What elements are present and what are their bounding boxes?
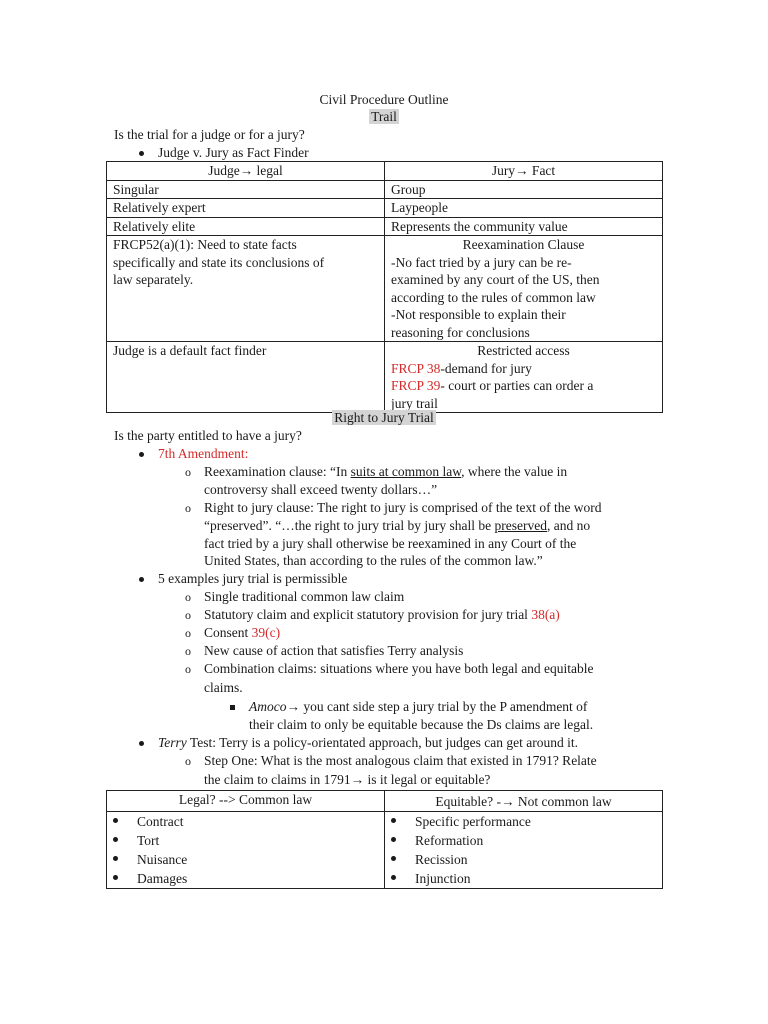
frcp39-continuation: jury trail	[391, 395, 438, 411]
bullet-icon	[139, 741, 144, 746]
right-underlined: preserved	[494, 518, 548, 533]
list-item: Nuisance	[107, 850, 378, 869]
terry-text: Test: Terry is a policy-orientated approach, but judges can get around it.	[186, 735, 579, 750]
hollow-o-bullet-icon: o	[185, 644, 191, 658]
section-heading-trail-text: Trail	[371, 109, 397, 124]
example-item-continuation: claims.	[204, 680, 243, 695]
bullet-judge-v-jury: Judge v. Jury as Fact Finder	[158, 145, 309, 160]
step-one-line1: Step One: What is the most analogous claim that existed in 1791? Relate	[204, 753, 597, 768]
list-item: Damages	[107, 869, 378, 888]
hollow-o-bullet-icon: o	[185, 608, 191, 622]
judge-header: Judge→ legal	[107, 162, 385, 181]
example-item: Combination claims: situations where you have both legal and equitable	[204, 661, 594, 676]
table-header-row	[107, 791, 663, 812]
frcp52-line: FRCP52(a)(1): Need to state facts	[113, 237, 297, 252]
section-heading-right-to-jury-text: Right to Jury Trial	[334, 410, 434, 425]
reexamination-clause-line2: controversy shall exceed twenty dollars…”	[204, 482, 438, 497]
reexamination-cell	[385, 236, 663, 342]
right-to-jury-line4: United States, than according to the rules of the common law.”	[204, 553, 543, 568]
jury-cell: Represents the community value	[385, 217, 663, 236]
right-text-b: , and no	[547, 518, 591, 533]
reexamination-line: -No fact tried by a jury can be re-	[391, 254, 572, 270]
reexam-text-b: , where the value in	[461, 464, 568, 479]
list-item: Specific performance	[385, 812, 656, 831]
table-row	[107, 236, 663, 342]
table-header-row	[107, 162, 663, 181]
frcp39-ref: FRCP 39	[391, 378, 441, 393]
example-item	[204, 606, 560, 624]
table-row	[107, 217, 663, 236]
list-item: Tort	[107, 831, 378, 850]
frcp52-line: law separately.	[113, 272, 194, 287]
trial-question: Is the trial for a judge or for a jury?	[114, 127, 305, 142]
frcp52-line: specifically and state its conclusions of	[113, 254, 325, 270]
jury-cell: Laypeople	[385, 199, 663, 218]
judge-cell: Relatively elite	[107, 217, 385, 236]
reexamination-line: examined by any court of the US, then	[391, 272, 600, 287]
list-item: Reformation	[385, 831, 656, 850]
list-item: Injunction	[385, 869, 656, 888]
amoco-line2: their claim to only be equitable because the Ds claims are legal.	[249, 717, 594, 732]
examples-label: 5 examples jury trial is permissible	[158, 571, 348, 586]
rule-38a-ref: 38(a)	[531, 607, 560, 622]
reexam-text-a: Reexamination clause: “In	[204, 464, 351, 479]
section-heading-trail	[0, 108, 768, 126]
bullet-icon	[139, 151, 144, 156]
amoco-text: → you cant side step a jury trial by the P amendment of	[286, 699, 588, 714]
table-row	[107, 180, 663, 199]
list-item: Recission	[385, 850, 656, 869]
hollow-o-bullet-icon: o	[185, 590, 191, 604]
default-fact-finder-cell: Judge is a default fact finder	[107, 342, 385, 413]
terry-case-name: Terry	[158, 735, 187, 750]
rule-39c-ref: 39(c)	[251, 625, 281, 640]
example-text: Statutory claim and explicit statutory provision for jury trial	[204, 607, 532, 622]
restricted-access-cell	[385, 342, 663, 413]
right-text-a: “preserved”. “…the right to jury trial by jury shall be	[204, 518, 495, 533]
table-row	[107, 342, 663, 413]
right-to-jury-line2	[204, 517, 590, 535]
jury-cell: Group	[385, 180, 663, 199]
entitled-question: Is the party entitled to have a jury?	[114, 428, 302, 443]
hollow-o-bullet-icon: o	[185, 465, 191, 479]
document-title: Civil Procedure Outline	[319, 92, 449, 107]
judge-cell: Singular	[107, 180, 385, 199]
frcp38-line	[391, 360, 656, 378]
table-row	[107, 811, 663, 888]
hollow-o-bullet-icon: o	[185, 754, 191, 768]
terry-test	[158, 734, 578, 752]
legal-list	[107, 811, 385, 888]
reexamination-line: -Not responsible to explain their	[391, 307, 566, 322]
restricted-access-title: Restricted access	[477, 343, 570, 358]
judge-cell: Relatively expert	[107, 199, 385, 218]
frcp39-line	[391, 377, 656, 395]
step-one-line2: the claim to claims in 1791→ is it legal or equitable?	[204, 772, 491, 787]
hollow-o-bullet-icon: o	[185, 662, 191, 676]
reexamination-line: according to the rules of common law	[391, 289, 596, 305]
amoco-line1	[249, 698, 587, 716]
hollow-o-bullet-icon: o	[185, 626, 191, 640]
section-heading-right-to-jury	[0, 409, 768, 427]
reexamination-line: reasoning for conclusions	[391, 324, 530, 340]
legal-equitable-table	[106, 790, 663, 889]
right-to-jury-line1: Right to jury clause: The right to jury is comprised of the text of the word	[204, 500, 602, 515]
jury-header: Jury→ Fact	[385, 162, 663, 181]
example-item: New cause of action that satisfies Terry analysis	[204, 643, 464, 658]
example-item	[204, 624, 280, 642]
bullet-icon	[139, 452, 144, 457]
list-item: Contract	[107, 812, 378, 831]
equitable-list	[385, 811, 663, 888]
amoco-case-name: Amoco	[249, 699, 287, 714]
equitable-header: Equitable? -→ Not common law	[385, 791, 663, 812]
hollow-o-bullet-icon: o	[185, 501, 191, 515]
frcp38-text: -demand for jury	[440, 360, 532, 376]
frcp38-ref: FRCP 38	[391, 360, 441, 376]
bullet-icon	[139, 577, 144, 582]
frcp52-cell	[107, 236, 385, 342]
example-item: Single traditional common law claim	[204, 589, 405, 604]
example-text: Consent	[204, 625, 252, 640]
reexam-underlined: suits at common law	[350, 464, 462, 479]
judge-jury-table	[106, 161, 663, 413]
seventh-amendment: 7th Amendment:	[158, 446, 249, 461]
filled-square-bullet-icon	[230, 705, 235, 710]
reexamination-clause-line1	[204, 463, 567, 481]
reexamination-title: Reexamination Clause	[462, 237, 585, 252]
table-row	[107, 199, 663, 218]
frcp39-text: - court or parties can order a	[440, 378, 594, 393]
legal-header: Legal? --> Common law	[107, 791, 385, 812]
right-to-jury-line3: fact tried by a jury shall otherwise be reexamined in any Court of the	[204, 536, 577, 551]
